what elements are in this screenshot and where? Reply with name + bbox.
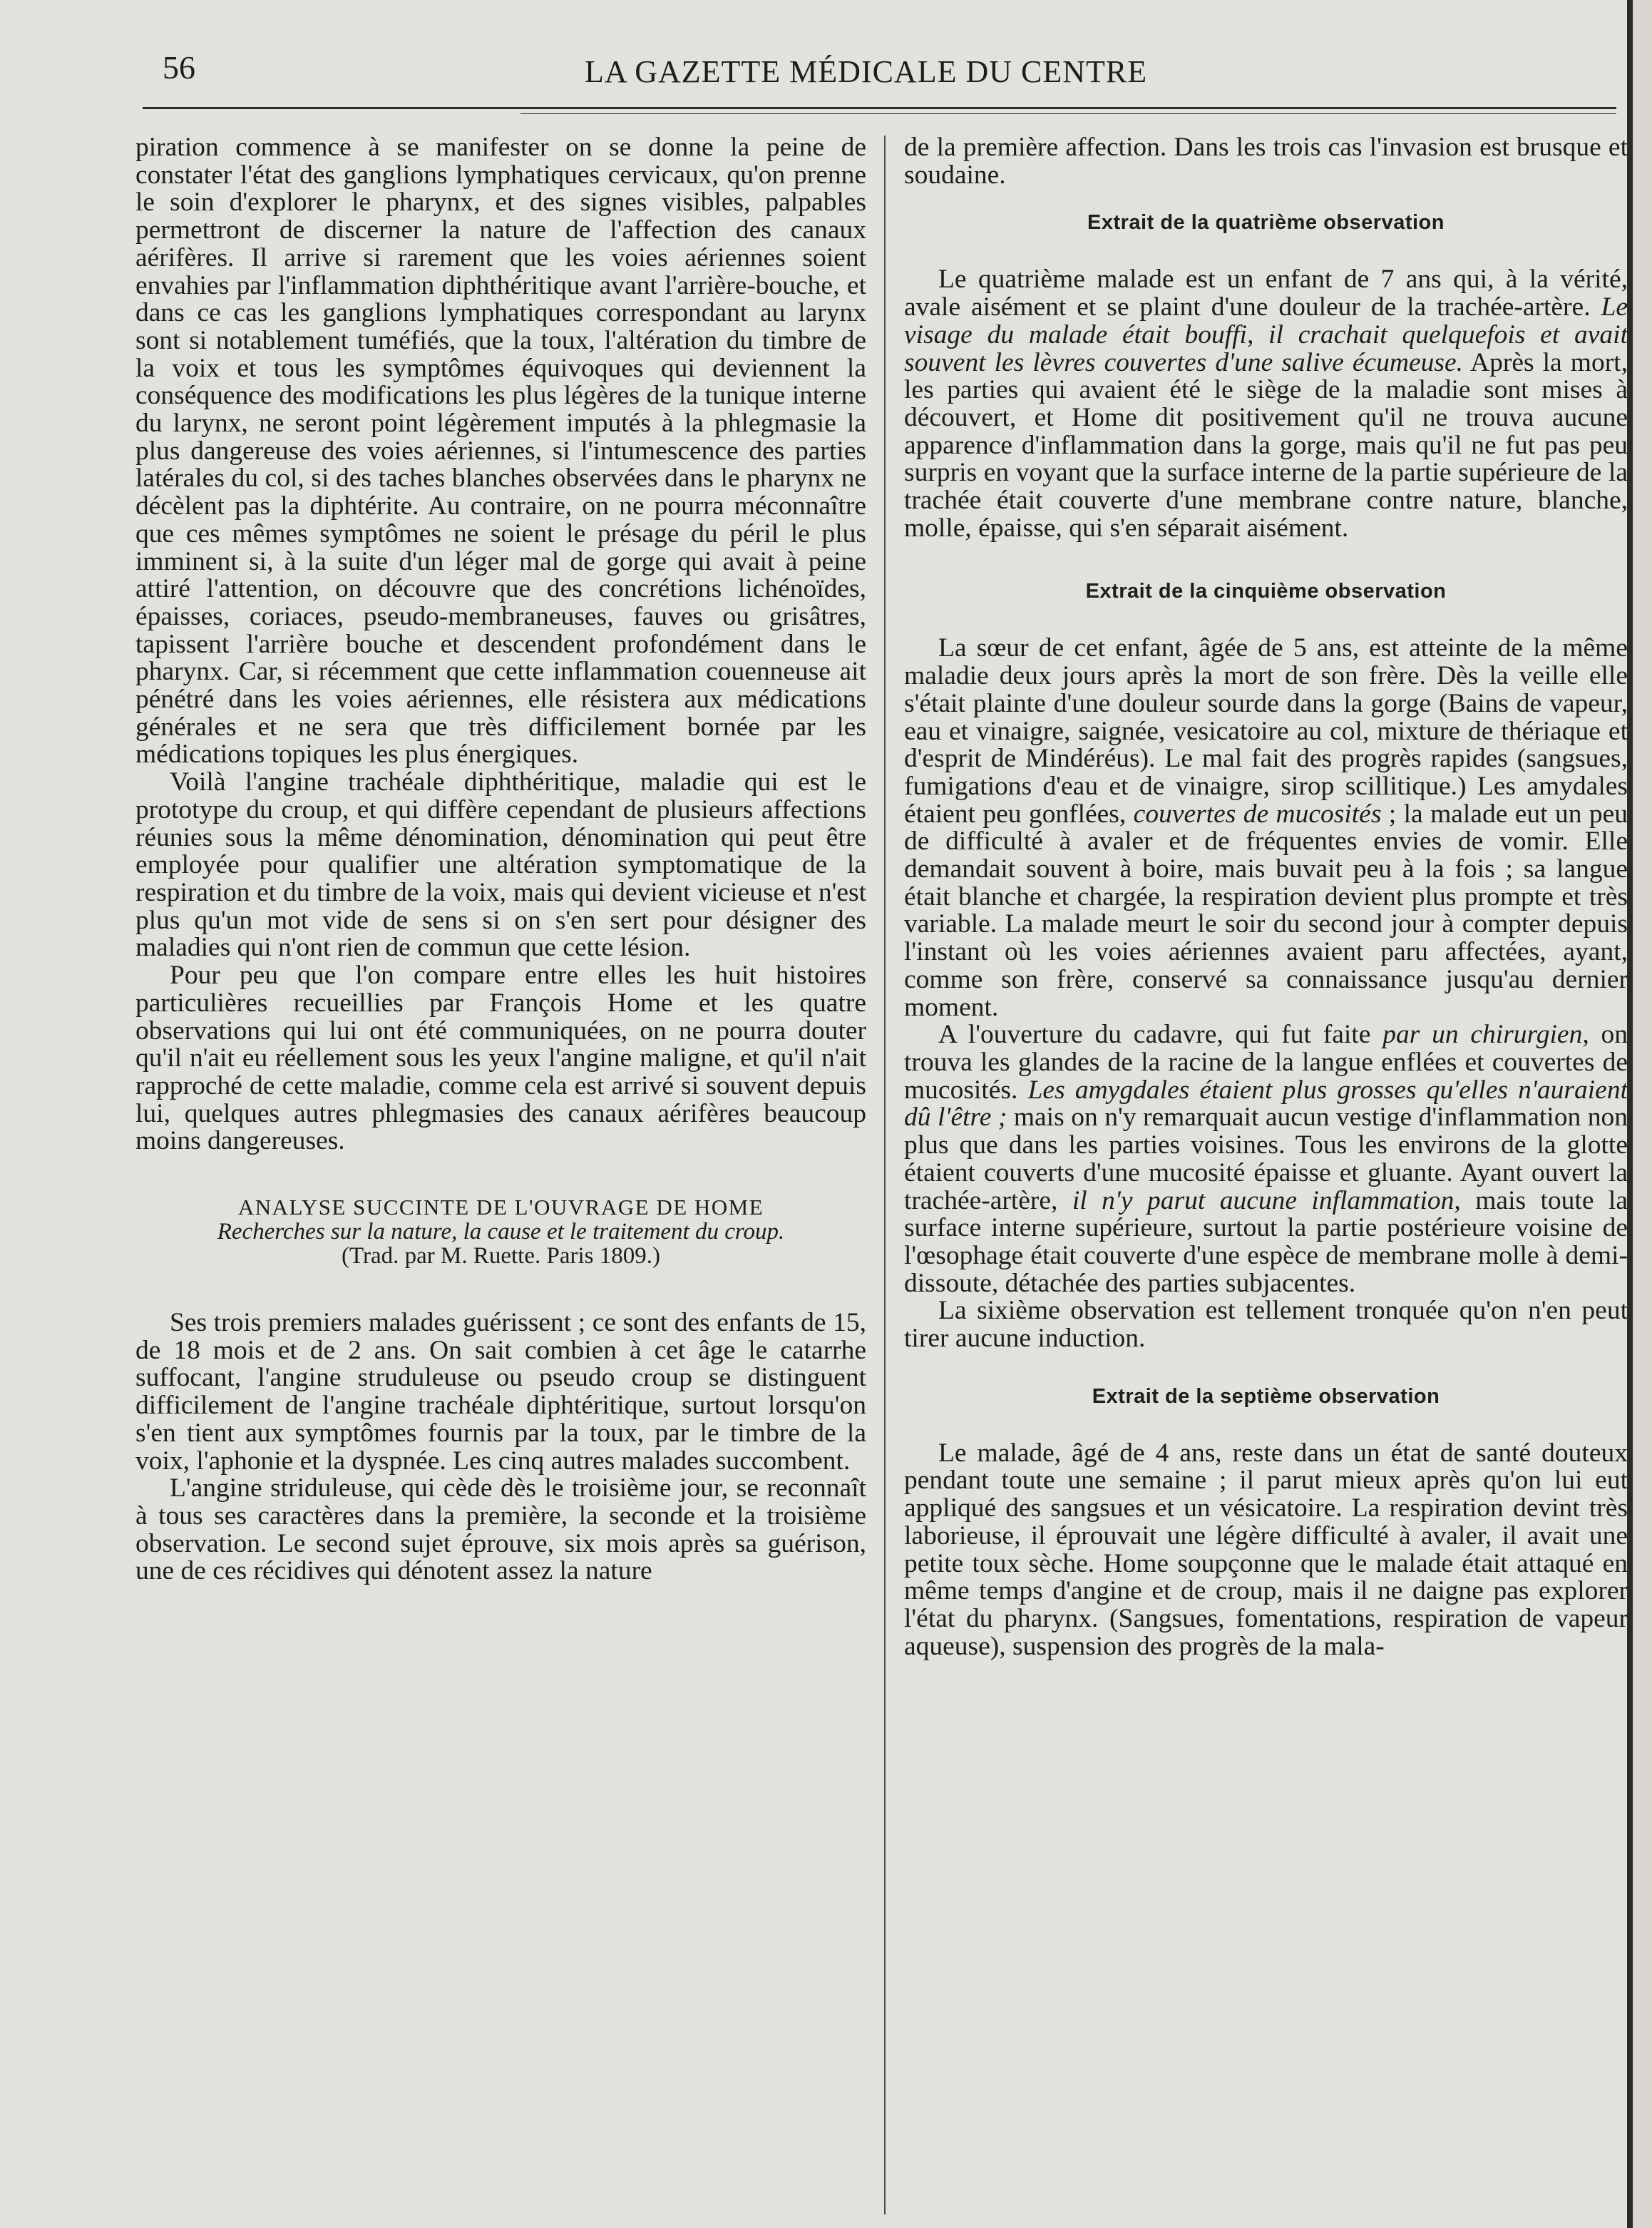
italic-run: couvertes de mucosités [1133, 799, 1382, 829]
text-run: A l'ouverture du cadavre, qui fut faite [938, 1020, 1383, 1050]
text-run: Le quatrième malade est un enfant de 7 ans qui, à la vérité, avale aisément et se plaint d'une douleur de la trachée-artère. [904, 265, 1628, 322]
column-divider [884, 136, 886, 2214]
analysis-title: ANALYSE SUCCINTE DE L'OUVRAGE DE HOME [237, 1195, 764, 1220]
section-title: Extrait de la cinquième observation [1085, 580, 1447, 603]
text-run: La sœur de cet enfant, âgée de 5 ans, est atteinte de la même maladie deux jours après la mort de son frère. Dès la veille elle s'était plainte d'une douleur sourde dans la gorge (Bains de vapeur, eau et vinaigre, saignée, vesicatoire au col, mixture de thériaque et d'esprit de Mindéréus). Le mal fait des progrès rapides (sangsues, fumigations d'eau et de vinaigre, sirop scillitique.) Les amydales étaient peu gonflées, [904, 633, 1628, 829]
text-run: ; la malade eut un peu de difficulté à avaler et de fréquentes envies de vomir. Elle demandait souvent à boire, mais buvait peu à la fois ; sa langue était blanche et chargée, la respiration devient plus prompte et très variable. La malade meurt le soir du second jour à compter depuis l'instant où les voies aériennes avaient paru affectées, ayant, comme son frère, conservé sa connaissance jusqu'au dernier moment. [904, 799, 1628, 1022]
paragraph: Le malade, âgé de 4 ans, reste dans un état de santé douteux pendant toute une semaine ; il parut mieux après qu'on lui eut appliqué des sangsues et un vésicatoire. La respiration devint très laborieuse, il éprouvait une légère difficulté à avaler, il avait une petite toux sèche. Home soupçonne que le malade était attaqué en même temps d'angine et de croup, mais il ne daigne pas explorer l'état du pharynx. (Sangsues, fomentations, respiration de vapeur aqueuse), suspension des progrès de la mala- [904, 1438, 1628, 1661]
section-title: Extrait de la septième observation [1092, 1384, 1440, 1408]
left-column [135, 134, 866, 1585]
italic-run: Le visage du malade était bouffi, il crachait quelquefois et avait souvent les lèvres couvertes d'une salive écumeuse. [904, 292, 1628, 377]
paragraph: piration commence à se manifester on se donne la peine de constater l'état des ganglions lymphatiques cervicaux, qu'on prenne le soin d'explorer le pharynx, et des signes visibles, palpables permettront de discerner la nature de l'affection des canaux aérifères. Il arrive si rarement que les voies aériennes soient envahies par l'inflammation diphthéritique avant l'arrière-bouche, et dans ce cas les ganglions lymphatiques correspondant au larynx sont si notablement tuméfiés, que la toux, l'altération du timbre de la voix et tous les symptômes équivoques qui deviennent la conséquence des modifications les plus légères de la tunique interne du larynx, ne seront point légèrement imputés à la phlegmasie la plus dangereuse des voies aériennes, si l'intumescence des parties latérales du col, si des taches blanches observées dans le pharynx ne décèlent pas la diphtérite. Au contraire, on ne pourra méconnaître que ces mêmes symptômes ne soient le présage du péril le plus imminent si, à la suite d'un léger mal de gorge qui avait à peine attiré l'attention, on découvre que des concrétions lichénoïdes, épaisses, coriaces, pseudo-membraneuses, fauves ou grisâtres, tapissent l'arrière bouche et descendent profondément dans le pharynx. Car, si récemment que cette inflammation couenneuse ait pénétré dans les voies aériennes, elle résistera aux médications générales et ne sera que très difficilement bornée par les médications topiques les plus énergiques. [135, 133, 866, 770]
italic-run: par un chirurgien [1382, 1020, 1583, 1050]
text-run: Après la mort, les parties qui avaient été le siège de la maladie sont mises à découvert, et Home dit positivement qu'il ne trouva aucune apparence d'inflammation dans la gorge, mais qu'il ne fut pas peu surpris en voyant que la surface interne de la partie supérieure de la trachée était couverte d'une membrane contre nature, blanche, molle, épaisse, qui s'en séparait aisément. [904, 347, 1628, 543]
paragraph: Ses trois premiers malades guérissent ; ce sont des enfants de 15, de 18 mois et de 2 ans. On sait combien à cet âge le catarrhe suffocant, l'angine struduleuse ou pseudo croup se distinguent difficilement de l'angine trachéale diphtéritique, surtout lorsqu'on s'en tient aux symptômes fournis par la toux, par le timbre de la voix, l'aphonie et la dyspnée. Les cinq autres malades succombent. [135, 1308, 866, 1476]
text-run: , on trouva les glandes de la racine de la langue enflées et couvertes de mucosités. [904, 1020, 1628, 1105]
italic-run: Les amygdales étaient plus grosses qu'elles n'auraient dû l'être ; [904, 1075, 1628, 1133]
right-column [904, 134, 1628, 1660]
journal-title: LA GAZETTE MÉDICALE DU CENTRE [585, 54, 1148, 89]
paragraph: Pour peu que l'on compare entre elles les huit histoires particulières recueillies par François Home et les quatre observations qui lui ont été communiquées, on ne pourra douter qu'il n'ait eu réellement sous les yeux l'angine maligne, et qu'il n'ait rapproché de cette maladie, comme cela est arrivé si souvent depuis lui, quelques autres phlegmasies des canaux aérifères beaucoup moins dangereuses. [135, 961, 866, 1156]
section-title: Extrait de la quatrième observation [1087, 211, 1445, 235]
paragraph: de la première affection. Dans les trois cas l'invasion est brusque et soudaine. [904, 133, 1628, 190]
paragraph [904, 1021, 1628, 1297]
paragraph: Voilà l'angine trachéale diphthéritique, maladie qui est le prototype du croup, et qui diffère cependant de plusieurs affections réunies sous la même dénomination, dénomination qui peut être employée pour qualifier une altération symptomatique de la respiration et du timbre de la voix, mais qui devient vicieuse et n'est plus qu'un mot vide de sens si on s'en sert pour désigner des maladies qui n'ont rien de commun que cette lésion. [135, 767, 866, 963]
paragraph [904, 635, 1628, 1021]
header-rule [143, 107, 1616, 109]
analysis-heading [135, 1195, 866, 1268]
paragraph: L'angine striduleuse, qui cède dès le troisième jour, se reconnaît à tous ses caractères dans la première, la seconde et la troisième observation. Le second sujet éprouve, six mois après sa guérison, une de ces récidives qui dénotent assez la nature [135, 1473, 866, 1586]
paragraph [904, 266, 1628, 542]
text-run: mais on n'y remarquait aucun vestige d'inflammation non plus que dans les parties voisines. Tous les environs de la glotte étaient couverts d'une mucosité épaisse et gluante. Ayant ouvert la trachée-artère, [904, 1103, 1628, 1215]
analysis-subtitle: Recherches sur la nature, la cause et le traitement du croup. [217, 1219, 785, 1245]
page-number: 56 [163, 49, 195, 86]
analysis-translation: (Trad. par M. Ruette. Paris 1809.) [342, 1243, 660, 1269]
paragraph: La sixième observation est tellement tronquée qu'on n'en peut tirer aucune induction. [904, 1296, 1628, 1354]
header-rule-thin [520, 113, 1616, 114]
text-run: mais toute la surface interne supérieure, surtout la partie postérieure voisine de l'œsophage était couverte d'une espèce de membrane molle à demi-dissoute, détachée des parties subjacentes. [904, 1185, 1628, 1298]
italic-run: il n'y parut aucune inflammation, [1072, 1185, 1461, 1215]
